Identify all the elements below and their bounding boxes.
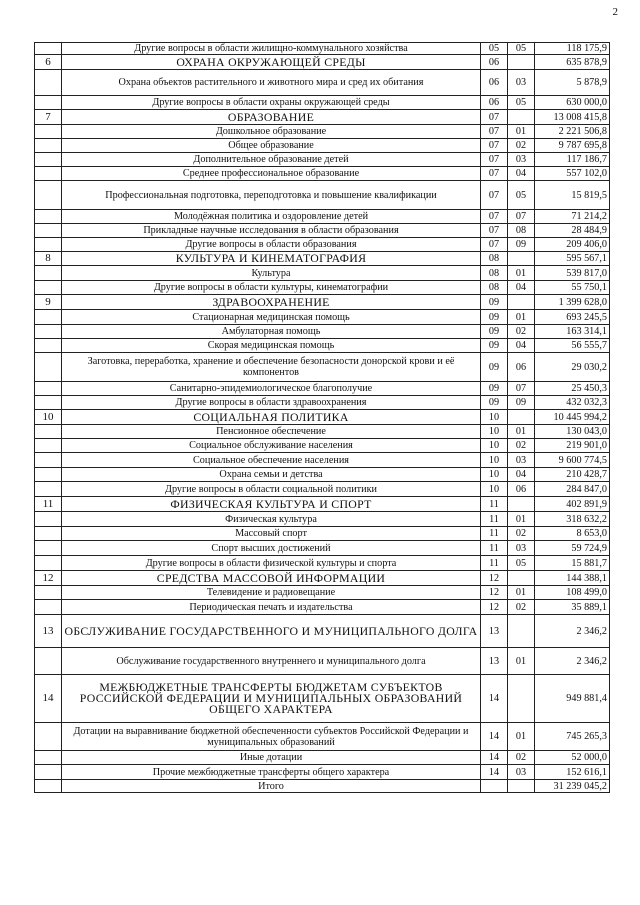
row-name-cell: Другие вопросы в области образования bbox=[62, 238, 481, 252]
subsection-code-cell: 03 bbox=[508, 453, 535, 468]
section-code-cell: 08 bbox=[481, 252, 508, 266]
section-code-cell: 10 bbox=[481, 482, 508, 497]
section-code-cell: 10 bbox=[481, 453, 508, 468]
row-number-cell: 14 bbox=[35, 675, 62, 723]
table-row bbox=[35, 139, 610, 153]
subsection-code-cell: 07 bbox=[508, 382, 535, 396]
row-name-cell: СРЕДСТВА МАССОВОЙ ИНФОРМАЦИИ bbox=[62, 571, 481, 586]
row-number-cell: 9 bbox=[35, 295, 62, 310]
row-number-cell bbox=[35, 266, 62, 281]
budget-table bbox=[34, 42, 610, 793]
subsection-code-cell bbox=[508, 780, 535, 793]
row-number-cell bbox=[35, 210, 62, 224]
section-code-cell: 06 bbox=[481, 55, 508, 70]
section-code-cell: 08 bbox=[481, 266, 508, 281]
section-code-cell: 07 bbox=[481, 153, 508, 167]
row-name-cell: Другие вопросы в области здравоохранения bbox=[62, 396, 481, 410]
row-number-cell: 8 bbox=[35, 252, 62, 266]
row-number-cell bbox=[35, 238, 62, 252]
section-row bbox=[35, 615, 610, 648]
subsection-code-cell bbox=[508, 55, 535, 70]
row-name-cell: Охрана семьи и детства bbox=[62, 468, 481, 482]
row-name-cell: Другие вопросы в области жилищно-коммунального хозяйства bbox=[62, 43, 481, 55]
row-number-cell bbox=[35, 482, 62, 497]
subsection-code-cell: 03 bbox=[508, 765, 535, 780]
table-row bbox=[35, 482, 610, 497]
section-code-cell: 11 bbox=[481, 527, 508, 541]
section-code-cell: 07 bbox=[481, 167, 508, 181]
section-code-cell: 09 bbox=[481, 339, 508, 353]
amount-cell: 2 346,2 bbox=[535, 615, 610, 648]
row-number-cell bbox=[35, 600, 62, 615]
amount-cell: 10 445 994,2 bbox=[535, 410, 610, 425]
subsection-code-cell: 02 bbox=[508, 325, 535, 339]
section-code-cell: 06 bbox=[481, 70, 508, 96]
section-code-cell: 11 bbox=[481, 541, 508, 556]
subsection-code-cell: 04 bbox=[508, 468, 535, 482]
row-name-cell: Дополнительное образование детей bbox=[62, 153, 481, 167]
subsection-code-cell: 04 bbox=[508, 281, 535, 295]
row-number-cell bbox=[35, 780, 62, 793]
row-name-cell: Амбулаторная помощь bbox=[62, 325, 481, 339]
amount-cell: 108 499,0 bbox=[535, 586, 610, 600]
table-row bbox=[35, 181, 610, 210]
table-row bbox=[35, 512, 610, 527]
amount-cell: 949 881,4 bbox=[535, 675, 610, 723]
amount-cell: 8 653,0 bbox=[535, 527, 610, 541]
amount-cell: 210 428,7 bbox=[535, 468, 610, 482]
amount-cell: 152 616,1 bbox=[535, 765, 610, 780]
table-row bbox=[35, 70, 610, 96]
row-name-cell: Скорая медицинская помощь bbox=[62, 339, 481, 353]
row-number-cell: 11 bbox=[35, 497, 62, 512]
amount-cell: 31 239 045,2 bbox=[535, 780, 610, 793]
row-name-cell: Профессиональная подготовка, переподготовка и повышение квалификации bbox=[62, 181, 481, 210]
subsection-code-cell: 01 bbox=[508, 586, 535, 600]
row-name-cell: Культура bbox=[62, 266, 481, 281]
section-row bbox=[35, 571, 610, 586]
total-row bbox=[35, 780, 610, 793]
amount-cell: 118 175,9 bbox=[535, 43, 610, 55]
subsection-code-cell: 07 bbox=[508, 210, 535, 224]
amount-cell: 209 406,0 bbox=[535, 238, 610, 252]
table-row bbox=[35, 167, 610, 181]
row-name-cell: ОБСЛУЖИВАНИЕ ГОСУДАРСТВЕННОГО И МУНИЦИПАЛЬНОГО ДОЛГА bbox=[62, 615, 481, 648]
amount-cell: 25 450,3 bbox=[535, 382, 610, 396]
amount-cell: 1 399 628,0 bbox=[535, 295, 610, 310]
row-number-cell: 13 bbox=[35, 615, 62, 648]
subsection-code-cell: 01 bbox=[508, 425, 535, 439]
section-code-cell: 10 bbox=[481, 468, 508, 482]
row-number-cell bbox=[35, 765, 62, 780]
table-row bbox=[35, 281, 610, 295]
subsection-code-cell: 09 bbox=[508, 396, 535, 410]
table-row bbox=[35, 310, 610, 325]
row-name-cell: Другие вопросы в области культуры, кинематографии bbox=[62, 281, 481, 295]
subsection-code-cell: 02 bbox=[508, 527, 535, 541]
section-code-cell: 09 bbox=[481, 310, 508, 325]
row-number-cell bbox=[35, 586, 62, 600]
subsection-code-cell bbox=[508, 410, 535, 425]
row-name-cell: Прикладные научные исследования в области образования bbox=[62, 224, 481, 238]
row-name-cell: Другие вопросы в области охраны окружающей среды bbox=[62, 96, 481, 110]
subsection-code-cell bbox=[508, 110, 535, 125]
section-row bbox=[35, 252, 610, 266]
row-name-cell: ОХРАНА ОКРУЖАЮЩЕЙ СРЕДЫ bbox=[62, 55, 481, 70]
row-number-cell bbox=[35, 512, 62, 527]
table-row bbox=[35, 751, 610, 765]
row-number-cell: 6 bbox=[35, 55, 62, 70]
amount-cell: 2 221 506,8 bbox=[535, 125, 610, 139]
row-name-cell: Спорт высших достижений bbox=[62, 541, 481, 556]
subsection-code-cell: 05 bbox=[508, 96, 535, 110]
amount-cell: 56 555,7 bbox=[535, 339, 610, 353]
amount-cell: 29 030,2 bbox=[535, 353, 610, 382]
table-row bbox=[35, 439, 610, 453]
table-row bbox=[35, 527, 610, 541]
section-code-cell: 07 bbox=[481, 110, 508, 125]
row-number-cell bbox=[35, 353, 62, 382]
row-name-cell: Другие вопросы в области социальной политики bbox=[62, 482, 481, 497]
row-name-cell: КУЛЬТУРА И КИНЕМАТОГРАФИЯ bbox=[62, 252, 481, 266]
subsection-code-cell: 03 bbox=[508, 70, 535, 96]
section-code-cell: 05 bbox=[481, 43, 508, 55]
section-code-cell: 12 bbox=[481, 586, 508, 600]
amount-cell: 163 314,1 bbox=[535, 325, 610, 339]
row-name-cell: Стационарная медицинская помощь bbox=[62, 310, 481, 325]
section-code-cell: 11 bbox=[481, 512, 508, 527]
section-code-cell: 09 bbox=[481, 325, 508, 339]
table-row bbox=[35, 425, 610, 439]
amount-cell: 745 265,3 bbox=[535, 723, 610, 751]
row-number-cell bbox=[35, 453, 62, 468]
section-code-cell: 11 bbox=[481, 497, 508, 512]
section-row bbox=[35, 55, 610, 70]
amount-cell: 318 632,2 bbox=[535, 512, 610, 527]
section-code-cell: 07 bbox=[481, 125, 508, 139]
amount-cell: 35 889,1 bbox=[535, 600, 610, 615]
amount-cell: 117 186,7 bbox=[535, 153, 610, 167]
row-name-cell: Физическая культура bbox=[62, 512, 481, 527]
section-code-cell: 14 bbox=[481, 675, 508, 723]
section-code-cell: 09 bbox=[481, 353, 508, 382]
subsection-code-cell: 01 bbox=[508, 125, 535, 139]
table-row bbox=[35, 96, 610, 110]
row-name-cell: Телевидение и радиовещание bbox=[62, 586, 481, 600]
subsection-code-cell: 02 bbox=[508, 751, 535, 765]
section-code-cell: 10 bbox=[481, 439, 508, 453]
table-row bbox=[35, 541, 610, 556]
section-code-cell: 11 bbox=[481, 556, 508, 571]
row-number-cell bbox=[35, 325, 62, 339]
row-number-cell bbox=[35, 224, 62, 238]
amount-cell: 2 346,2 bbox=[535, 648, 610, 675]
table-row bbox=[35, 586, 610, 600]
amount-cell: 9 600 774,5 bbox=[535, 453, 610, 468]
table-row bbox=[35, 238, 610, 252]
row-number-cell bbox=[35, 339, 62, 353]
amount-cell: 13 008 415,8 bbox=[535, 110, 610, 125]
table-row bbox=[35, 353, 610, 382]
amount-cell: 144 388,1 bbox=[535, 571, 610, 586]
amount-cell: 71 214,2 bbox=[535, 210, 610, 224]
subsection-code-cell: 06 bbox=[508, 353, 535, 382]
subsection-code-cell: 08 bbox=[508, 224, 535, 238]
section-row bbox=[35, 497, 610, 512]
amount-cell: 15 881,7 bbox=[535, 556, 610, 571]
table-row bbox=[35, 224, 610, 238]
subsection-code-cell bbox=[508, 615, 535, 648]
section-code-cell: 08 bbox=[481, 281, 508, 295]
amount-cell: 28 484,9 bbox=[535, 224, 610, 238]
subsection-code-cell: 03 bbox=[508, 541, 535, 556]
subsection-code-cell: 01 bbox=[508, 266, 535, 281]
table-row bbox=[35, 600, 610, 615]
row-number-cell bbox=[35, 153, 62, 167]
table-row bbox=[35, 325, 610, 339]
section-code-cell: 07 bbox=[481, 139, 508, 153]
row-name-cell: Пенсионное обеспечение bbox=[62, 425, 481, 439]
row-name-cell: Дошкольное образование bbox=[62, 125, 481, 139]
row-number-cell bbox=[35, 310, 62, 325]
amount-cell: 59 724,9 bbox=[535, 541, 610, 556]
row-name-cell: Социальное обслуживание населения bbox=[62, 439, 481, 453]
table-row bbox=[35, 210, 610, 224]
row-number-cell bbox=[35, 541, 62, 556]
table-row bbox=[35, 125, 610, 139]
row-number-cell bbox=[35, 723, 62, 751]
subsection-code-cell bbox=[508, 571, 535, 586]
section-code-cell: 12 bbox=[481, 600, 508, 615]
table-row bbox=[35, 382, 610, 396]
subsection-code-cell: 05 bbox=[508, 181, 535, 210]
row-name-cell: Иные дотации bbox=[62, 751, 481, 765]
subsection-code-cell: 05 bbox=[508, 43, 535, 55]
section-code-cell: 09 bbox=[481, 396, 508, 410]
row-number-cell bbox=[35, 648, 62, 675]
section-code-cell: 14 bbox=[481, 765, 508, 780]
budget-table-body bbox=[35, 43, 610, 793]
section-code-cell: 10 bbox=[481, 410, 508, 425]
subsection-code-cell bbox=[508, 295, 535, 310]
row-name-cell: Заготовка, переработка, хранение и обеспечение безопасности донорской крови и её компонентов bbox=[62, 353, 481, 382]
subsection-code-cell: 06 bbox=[508, 482, 535, 497]
section-code-cell: 14 bbox=[481, 723, 508, 751]
amount-cell: 635 878,9 bbox=[535, 55, 610, 70]
row-name-cell: Обслуживание государственного внутреннего и муниципального долга bbox=[62, 648, 481, 675]
row-name-cell: Молодёжная политика и оздоровление детей bbox=[62, 210, 481, 224]
table-row bbox=[35, 723, 610, 751]
section-code-cell: 07 bbox=[481, 238, 508, 252]
row-number-cell bbox=[35, 281, 62, 295]
row-number-cell bbox=[35, 139, 62, 153]
amount-cell: 284 847,0 bbox=[535, 482, 610, 497]
amount-cell: 52 000,0 bbox=[535, 751, 610, 765]
table-row bbox=[35, 153, 610, 167]
amount-cell: 595 567,1 bbox=[535, 252, 610, 266]
amount-cell: 15 819,5 bbox=[535, 181, 610, 210]
table-row bbox=[35, 648, 610, 675]
row-number-cell bbox=[35, 751, 62, 765]
row-number-cell bbox=[35, 43, 62, 55]
row-name-cell: Среднее профессиональное образование bbox=[62, 167, 481, 181]
row-name-cell: Прочие межбюджетные трансферты общего характера bbox=[62, 765, 481, 780]
section-row bbox=[35, 110, 610, 125]
amount-cell: 219 901,0 bbox=[535, 439, 610, 453]
table-row bbox=[35, 453, 610, 468]
section-code-cell: 12 bbox=[481, 571, 508, 586]
row-number-cell bbox=[35, 167, 62, 181]
table-row bbox=[35, 43, 610, 55]
amount-cell: 557 102,0 bbox=[535, 167, 610, 181]
row-name-cell: ЗДРАВООХРАНЕНИЕ bbox=[62, 295, 481, 310]
section-code-cell: 06 bbox=[481, 96, 508, 110]
row-name-cell: Охрана объектов растительного и животного мира и сред их обитания bbox=[62, 70, 481, 96]
row-number-cell bbox=[35, 527, 62, 541]
subsection-code-cell bbox=[508, 675, 535, 723]
section-code-cell bbox=[481, 780, 508, 793]
row-name-cell: МЕЖБЮДЖЕТНЫЕ ТРАНСФЕРТЫ БЮДЖЕТАМ СУБЪЕКТОВ РОССИЙСКОЙ ФЕДЕРАЦИИ И МУНИЦИПАЛЬНЫХ ОБРАЗОВАНИЙ ОБЩЕГО ХАРАКТЕРА bbox=[62, 675, 481, 723]
table-row bbox=[35, 468, 610, 482]
section-row bbox=[35, 675, 610, 723]
section-code-cell: 10 bbox=[481, 425, 508, 439]
row-number-cell bbox=[35, 382, 62, 396]
subsection-code-cell bbox=[508, 497, 535, 512]
section-code-cell: 07 bbox=[481, 210, 508, 224]
row-name-cell: Итого bbox=[62, 780, 481, 793]
row-name-cell: Общее образование bbox=[62, 139, 481, 153]
amount-cell: 693 245,5 bbox=[535, 310, 610, 325]
subsection-code-cell: 03 bbox=[508, 153, 535, 167]
row-number-cell: 12 bbox=[35, 571, 62, 586]
row-name-cell: Периодическая печать и издательства bbox=[62, 600, 481, 615]
subsection-code-cell: 01 bbox=[508, 648, 535, 675]
row-name-cell: Другие вопросы в области физической культуры и спорта bbox=[62, 556, 481, 571]
row-name-cell: Санитарно-эпидемиологическое благополучие bbox=[62, 382, 481, 396]
row-name-cell: Социальное обеспечение населения bbox=[62, 453, 481, 468]
subsection-code-cell bbox=[508, 252, 535, 266]
section-code-cell: 09 bbox=[481, 295, 508, 310]
row-name-cell: Массовый спорт bbox=[62, 527, 481, 541]
page-number: 2 bbox=[612, 6, 618, 18]
table-row bbox=[35, 396, 610, 410]
row-name-cell: СОЦИАЛЬНАЯ ПОЛИТИКА bbox=[62, 410, 481, 425]
section-code-cell: 09 bbox=[481, 382, 508, 396]
subsection-code-cell: 01 bbox=[508, 512, 535, 527]
row-number-cell: 10 bbox=[35, 410, 62, 425]
row-number-cell bbox=[35, 439, 62, 453]
subsection-code-cell: 01 bbox=[508, 310, 535, 325]
section-code-cell: 13 bbox=[481, 615, 508, 648]
subsection-code-cell: 05 bbox=[508, 556, 535, 571]
subsection-code-cell: 02 bbox=[508, 139, 535, 153]
section-code-cell: 13 bbox=[481, 648, 508, 675]
row-number-cell bbox=[35, 425, 62, 439]
row-number-cell: 7 bbox=[35, 110, 62, 125]
row-number-cell bbox=[35, 468, 62, 482]
subsection-code-cell: 02 bbox=[508, 600, 535, 615]
subsection-code-cell: 04 bbox=[508, 167, 535, 181]
subsection-code-cell: 09 bbox=[508, 238, 535, 252]
amount-cell: 539 817,0 bbox=[535, 266, 610, 281]
row-name-cell: Дотации на выравнивание бюджетной обеспеченности субъектов Российской Федерации и муниципальных образований bbox=[62, 723, 481, 751]
subsection-code-cell: 04 bbox=[508, 339, 535, 353]
table-row bbox=[35, 765, 610, 780]
row-number-cell bbox=[35, 125, 62, 139]
table-row bbox=[35, 556, 610, 571]
row-number-cell bbox=[35, 96, 62, 110]
amount-cell: 402 891,9 bbox=[535, 497, 610, 512]
section-code-cell: 14 bbox=[481, 751, 508, 765]
row-number-cell bbox=[35, 556, 62, 571]
amount-cell: 130 043,0 bbox=[535, 425, 610, 439]
row-number-cell bbox=[35, 396, 62, 410]
table-row bbox=[35, 266, 610, 281]
section-row bbox=[35, 410, 610, 425]
section-code-cell: 07 bbox=[481, 224, 508, 238]
subsection-code-cell: 02 bbox=[508, 439, 535, 453]
amount-cell: 55 750,1 bbox=[535, 281, 610, 295]
amount-cell: 630 000,0 bbox=[535, 96, 610, 110]
amount-cell: 5 878,9 bbox=[535, 70, 610, 96]
row-number-cell bbox=[35, 181, 62, 210]
amount-cell: 9 787 695,8 bbox=[535, 139, 610, 153]
row-number-cell bbox=[35, 70, 62, 96]
amount-cell: 432 032,3 bbox=[535, 396, 610, 410]
row-name-cell: ФИЗИЧЕСКАЯ КУЛЬТУРА И СПОРТ bbox=[62, 497, 481, 512]
section-row bbox=[35, 295, 610, 310]
table-row bbox=[35, 339, 610, 353]
subsection-code-cell: 01 bbox=[508, 723, 535, 751]
row-name-cell: ОБРАЗОВАНИЕ bbox=[62, 110, 481, 125]
section-code-cell: 07 bbox=[481, 181, 508, 210]
